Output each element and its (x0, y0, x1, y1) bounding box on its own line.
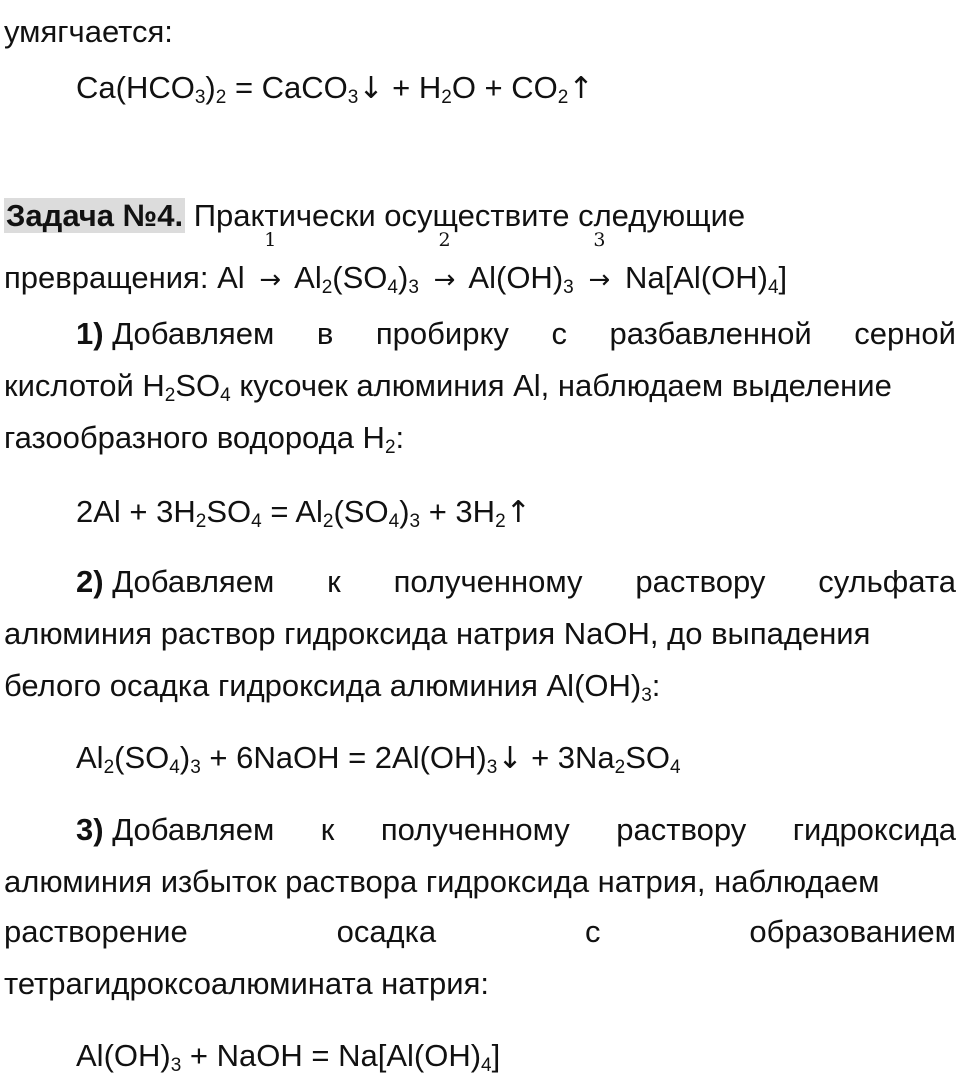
equation-aluminium-hydroxide-naoh: $Al(OH)_3$ + NaOH = $Na[Al(OH)_4]$ (76, 1038, 501, 1076)
right-arrow-icon: → (259, 265, 282, 295)
intro-text: умягчается: (4, 14, 173, 49)
task-heading (4, 196, 956, 236)
arrow-step-3: 3 → (588, 229, 611, 295)
step1-line1: 1) Добавляем в пробирку с разбавленной серной (76, 316, 956, 351)
step1-line3: газообразного водорода $H_2$: (4, 420, 405, 458)
precipitate-arrow-icon: ↓ (497, 741, 523, 776)
step3-number: 3) (76, 812, 104, 847)
task-text: Практически осуществите следующие (185, 198, 746, 233)
gas-arrow-icon: ↑ (505, 495, 531, 530)
right-arrow-icon: → (588, 265, 611, 295)
step2-line2: алюминия раствор гидроксида натрия NaOH, до выпадения (4, 616, 871, 651)
transformation-chain: превращения: Al 1 → $Al_2(SO_4)_3$ 2 → $Al(OH)_3$ 3 → $Na[Al(OH)_4]$ (4, 229, 788, 298)
step1-number: 1) (76, 316, 104, 351)
step2-number: 2) (76, 564, 104, 599)
right-arrow-icon: → (433, 265, 456, 295)
arrow-step-2: 2 → (433, 229, 456, 295)
equation-calcium-bicarbonate: $Ca(HCO_3)_2$ = CaCO$_3$↓ + $H_2O$ + $CO_2↑$ (76, 70, 594, 108)
precipitate-arrow-icon: ↓ (358, 71, 384, 106)
step3-line3: растворение осадка с образованием (4, 914, 956, 949)
step1-line2: кислотой $H_2SO_4$ кусочек алюминия Al, наблюдаем выделение (4, 368, 892, 406)
gas-arrow-icon: ↑ (568, 71, 594, 106)
task-label: Задача №4. (6, 198, 184, 233)
equation-aluminium-sulfuric-acid: $2Al + 3H_2SO_4 = Al_2(SO_4)_3$ + $3H_2↑$ (76, 494, 531, 532)
equation-aluminium-sulfate-naoh: $Al_2(SO_4)_3$ + 6NaOH = $2Al(OH)_3↓ + 3Na_2SO_4$ (76, 740, 681, 778)
step3-line4: тетрагидроксоалюмината натрия: (4, 966, 490, 1001)
step3-line2: алюминия избыток раствора гидроксида натрия, наблюдаем (4, 864, 880, 899)
arrow-step-1: 1 → (259, 229, 282, 295)
intro-line (4, 12, 956, 52)
step2-line3: белого осадка гидроксида алюминия $Al(OH)_3$: (4, 668, 661, 706)
step2-line1: 2) Добавляем к полученному раствору сульфата (76, 564, 956, 599)
step3-line1: 3) Добавляем к полученному раствору гидроксида (76, 812, 956, 847)
